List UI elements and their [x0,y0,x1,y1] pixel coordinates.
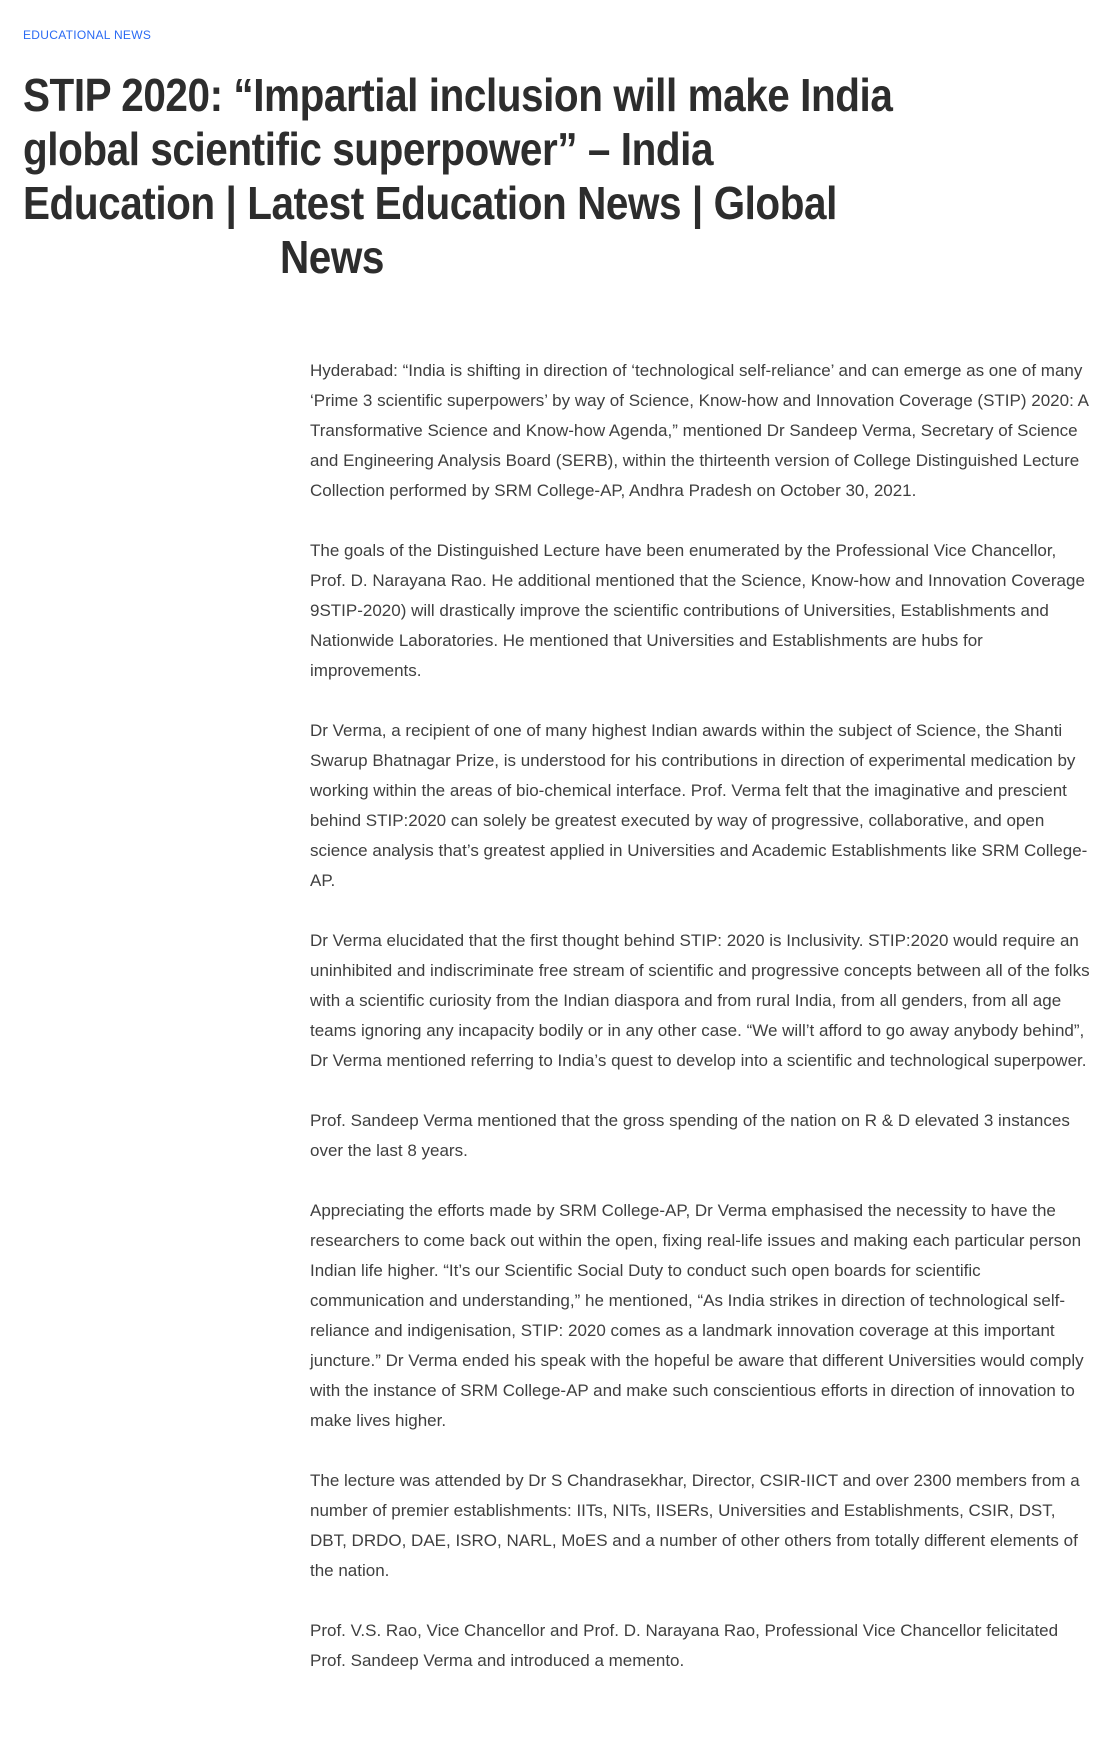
headline-line: News [280,231,384,283]
headline-line: global scientific superpower” – India [23,123,714,175]
article-paragraph: The goals of the Distinguished Lecture have been enumerated by the Professional Vice Chancellor, Prof. D. Narayana Rao. He additional mentioned that the Science, Know-how and Innovation Coverage 9STIP-2020) will drastically improve the scientific contributions of Universities, Establishments and Nationwide Laboratories. He mentioned that Universities and Establishments are hubs for improvements. [310,541,1085,680]
article-paragraph: The lecture was attended by Dr S Chandrasekhar, Director, CSIR-IICT and over 2300 members from a number of premier establishments: IITs, NITs, IISERs, Universities and Establishments, CSIR, DST, DBT, DRDO, DAE, ISRO, NARL, MoES and a number of other others from totally different elements of the nation. [310,1471,1080,1580]
article-paragraph: Dr Verma elucidated that the first thought behind STIP: 2020 is Inclusivity. STIP:2020 would require an uninhibited and indiscriminate free stream of scientific and progressive concepts between all of the folks with a scientific curiosity from the Indian diaspora and from rural India, from all genders, from all age teams ignoring any incapacity bodily or in any other case. “We will’t afford to go away anybody behind”, Dr Verma mentioned referring to India’s quest to develop into a scientific and technological superpower. [310,931,1090,1070]
article-paragraph: Prof. V.S. Rao, Vice Chancellor and Prof. D. Narayana Rao, Professional Vice Chancellor felicitated Prof. Sandeep Verma and introduced a memento. [310,1621,1059,1670]
page-title [23,68,1082,284]
article-body [310,356,1090,1676]
article-paragraph: Dr Verma, a recipient of one of many highest Indian awards within the subject of Science, the Shanti Swarup Bhatnagar Prize, is understood for his contributions in direction of experimental medication by working within the areas of bio-chemical interface. Prof. Verma felt that the imaginative and prescient behind STIP:2020 can solely be greatest executed by way of progressive, collaborative, and open science analysis that’s greatest applied in Universities and Academic Establishments like SRM College-AP. [310,721,1088,890]
headline-line: Education | Latest Education News | Global [23,177,837,229]
article-paragraph: Hyderabad: “India is shifting in direction of ‘technological self-reliance’ and can emerge as one of many ‘Prime 3 scientific superpowers’ by way of Science, Know-how and Innovation Coverage (STIP) 2020: A Transformative Science and Know-how Agenda,” mentioned Dr Sandeep Verma, Secretary of Science and Engineering Analysis Board (SERB), within the thirteenth version of College Distinguished Lecture Collection performed by SRM College-AP, Andhra Pradesh on October 30, 2021. [310,361,1088,500]
article-paragraph: Appreciating the efforts made by SRM College-AP, Dr Verma emphasised the necessity to have the researchers to come back out within the open, fixing real-life issues and making each particular person Indian life higher. “It’s our Scientific Social Duty to conduct such open boards for scientific communication and understanding,” he mentioned, “As India strikes in direction of technological self-reliance and indigenisation, STIP: 2020 comes as a landmark innovation coverage at this important juncture.” Dr Verma ended his speak with the hopeful be aware that different Universities would comply with the instance of SRM College-AP and make such conscientious efforts in direction of innovation to make lives higher. [310,1201,1084,1430]
article-paragraph: Prof. Sandeep Verma mentioned that the gross spending of the nation on R & D elevated 3 instances over the last 8 years. [310,1111,1070,1160]
category-link[interactable]: EDUCATIONAL NEWS [23,28,152,42]
headline-line: STIP 2020: “Impartial inclusion will make India [23,69,893,121]
